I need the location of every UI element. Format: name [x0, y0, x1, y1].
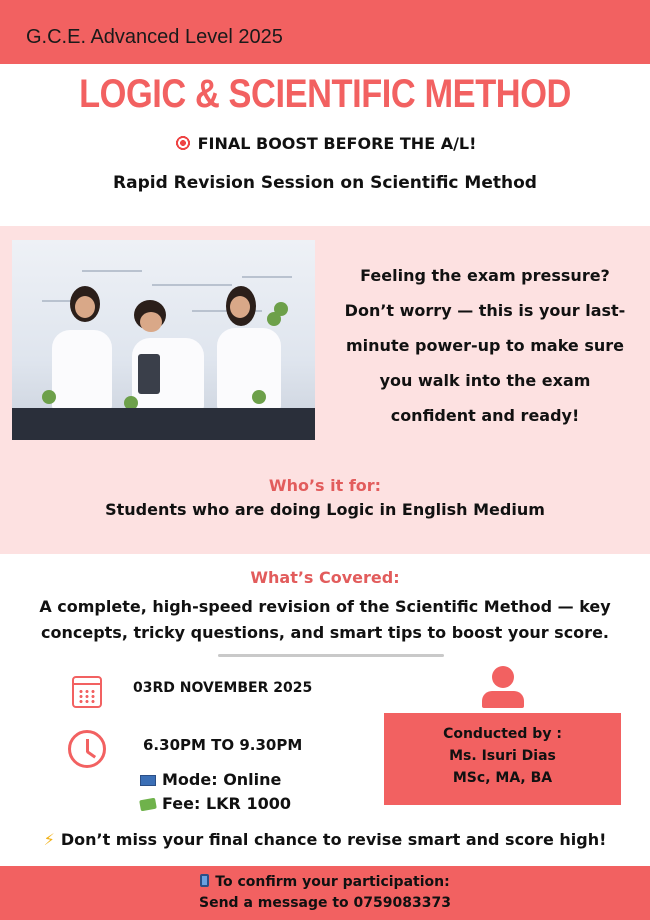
session-time: 6.30PM TO 9.30PM	[143, 736, 303, 754]
contact-message-text[interactable]: Send a message to 0759083373	[199, 895, 451, 911]
covered-heading: What’s Covered:	[250, 568, 400, 587]
intro-line: you walk into the exam	[379, 371, 591, 390]
intro-line: Don’t worry — this is your last-	[344, 301, 626, 320]
phone-icon	[200, 874, 209, 887]
target-icon	[174, 134, 192, 152]
intro-text	[330, 258, 640, 433]
clock-icon	[68, 730, 106, 768]
covered-text: A complete, high-speed revision of the Scientific Method — key concepts, tricky questions, and smart tips to boost your score.	[39, 597, 611, 642]
conductor-qualifications: MSc, MA, BA	[452, 770, 553, 786]
contact-banner	[0, 866, 650, 920]
conductor-box	[384, 713, 621, 805]
lightning-icon: ⚡	[43, 830, 55, 849]
money-icon	[139, 798, 157, 812]
exam-label: G.C.E. Advanced Level 2025	[26, 26, 283, 48]
page-title: LOGIC & SCIENTIFIC METHOD	[79, 72, 571, 116]
intro-line: minute power-up to make sure	[346, 336, 624, 355]
mode-text: Mode: Online	[162, 770, 282, 789]
session-date: 03RD NOVEMBER 2025	[133, 680, 313, 696]
who-heading: Who’s it for:	[268, 476, 382, 495]
top-banner	[0, 0, 650, 64]
person-icon	[482, 666, 524, 708]
laptop-icon	[140, 775, 156, 786]
intro-line: confident and ready!	[390, 406, 580, 425]
fee-text: Fee: LKR 1000	[162, 794, 291, 813]
final-note: Don’t miss your final chance to revise smart and score high!	[60, 830, 607, 849]
conductor-name: Ms. Isuri Dias	[449, 748, 556, 764]
mode-line	[140, 770, 281, 789]
fee-line	[140, 794, 291, 813]
who-text: Students who are doing Logic in English Medium	[105, 500, 545, 519]
divider	[218, 654, 444, 657]
calendar-icon	[72, 676, 102, 708]
final-note-line	[0, 830, 650, 849]
lab-bench	[12, 408, 315, 440]
lab-students-photo	[12, 240, 315, 440]
contact-confirm-text: To confirm your participation:	[215, 874, 450, 890]
contact-line-1	[0, 872, 650, 893]
boost-line	[0, 134, 650, 153]
boost-text: FINAL BOOST BEFORE THE A/L!	[197, 134, 477, 153]
intro-line: Feeling the exam pressure?	[360, 266, 610, 285]
session-subtitle: Rapid Revision Session on Scientific Method	[113, 173, 537, 193]
conductor-label: Conducted by :	[443, 726, 562, 742]
